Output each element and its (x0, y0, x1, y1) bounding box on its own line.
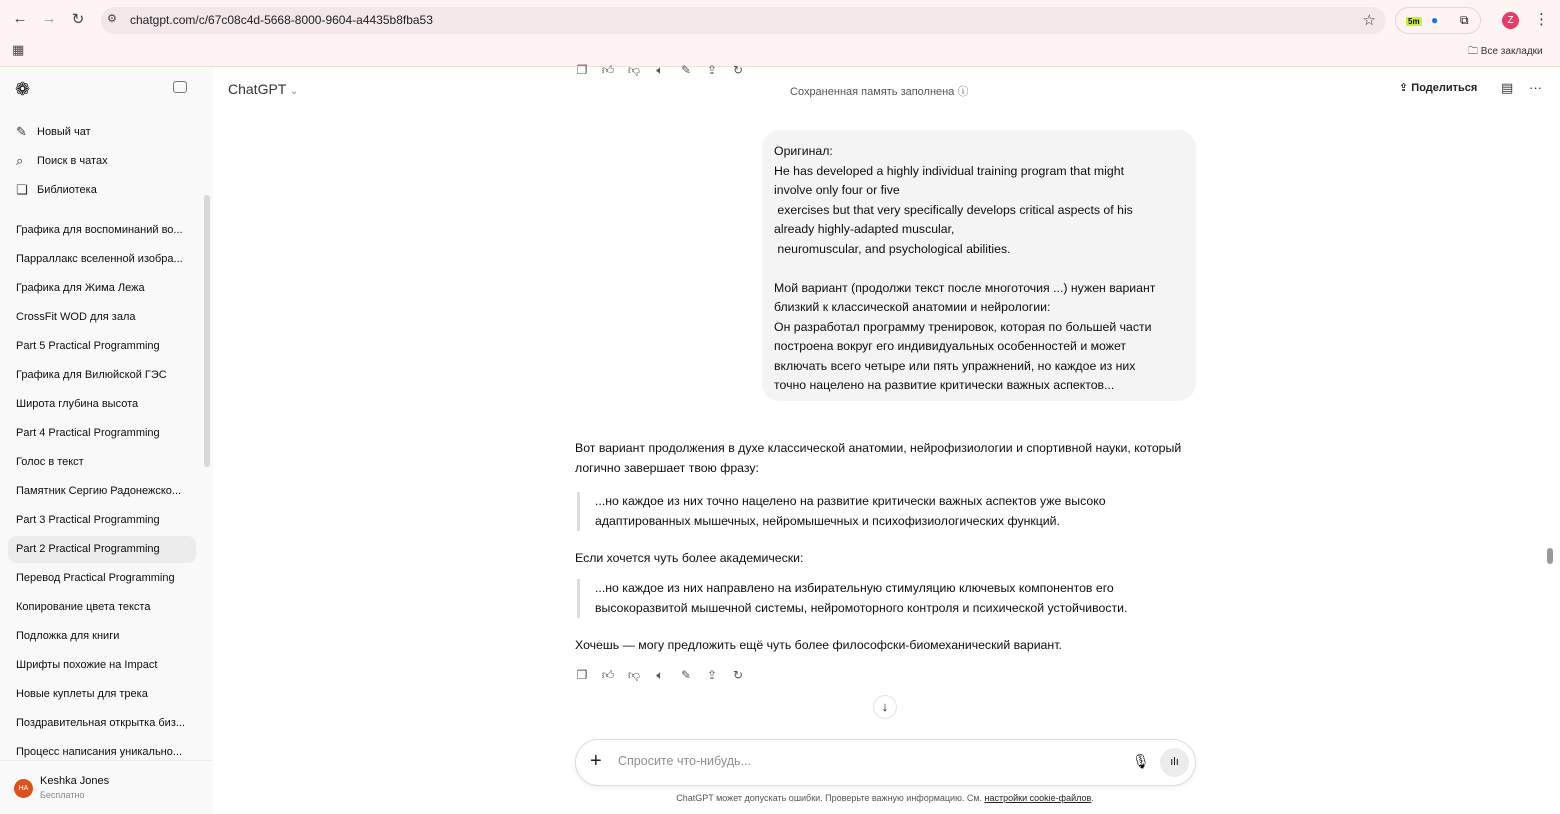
sidebar-chat-item[interactable]: Поздравительная открытка биз... (16, 717, 186, 729)
model-selector[interactable] (228, 81, 298, 97)
apps-grid-icon[interactable]: ▦ (12, 42, 25, 57)
nav-label: Поиск в чатах (37, 155, 108, 167)
sidebar-chat-item[interactable]: CrossFit WOD для зала (16, 311, 136, 323)
extension-infinity-icon[interactable]: ● (1431, 13, 1439, 27)
edit-icon[interactable]: ✎ (680, 668, 692, 682)
edit-icon[interactable]: ✎ (680, 63, 692, 77)
user-message: Оригинал: He has developed a highly individual training program that might involve only four or five exercises but that very specifically develops critical aspects of his already highly-adapted muscular, neuromuscular, and psychological abilities. Мой вариант (продолжи текст после многоточия ...) нужен вариант близкий к классической анатомии и нейрологии: Он разработал программу тренировок, которая по большей части построена вокруг его индивидуальных особенностей и может включать всего четыре или пять упражнений, но каждое из них точно нацелено на развитие критически важных аспектов... (762, 130, 1196, 401)
sidebar-chat-item[interactable]: Новые куплеты для трека (16, 688, 148, 700)
model-name: ChatGPT (228, 81, 287, 97)
browser-chrome (0, 0, 1560, 67)
user-plan: Бесплатно (40, 790, 85, 800)
read-aloud-icon[interactable]: 🔈︎ (656, 668, 664, 682)
sidebar-scrollbar[interactable] (204, 195, 210, 467)
info-icon: ⓘ (957, 86, 969, 98)
profile-avatar[interactable]: Z (1502, 12, 1519, 29)
more-options-icon[interactable]: ··· (1529, 80, 1542, 95)
sidebar-toggle-icon[interactable] (173, 81, 187, 93)
chevron-down-icon: ⌄ (290, 86, 299, 97)
share-icon[interactable]: ⇪ (706, 63, 718, 77)
disclaimer: ChatGPT может допускать ошибки. Проверьте важную информацию. См. настройки cookie-файлов. (676, 793, 1094, 803)
sidebar-chat-item[interactable]: Памятник Сергию Радонежско... (16, 485, 182, 497)
nav-label: Библиотека (37, 184, 97, 196)
share-label: Поделиться (1411, 82, 1478, 94)
site-settings-icon[interactable]: ⚙ (107, 13, 117, 25)
copy-icon[interactable]: ❐ (576, 668, 588, 682)
nav-label: Новый чат (37, 126, 91, 138)
bookmarks-label: Все закладки (1480, 46, 1543, 57)
memory-text: Сохраненная память заполнена (790, 86, 955, 98)
sidebar-chat-item[interactable]: Part 2 Practical Programming (8, 536, 196, 563)
search-icon: ⌕ (16, 153, 24, 168)
sidebar-chat-item[interactable]: Part 3 Practical Programming (16, 514, 160, 526)
cookie-settings-link[interactable]: настройки cookie-файлов (984, 793, 1092, 803)
memory-status[interactable] (790, 83, 968, 99)
extensions-puzzle-icon[interactable]: ⧉ (1460, 13, 1469, 27)
thumbs-up-icon[interactable]: 👍︎ (601, 63, 615, 77)
sidebar-search[interactable] (16, 153, 108, 169)
message-actions (575, 668, 745, 683)
arrow-down-icon: ↓ (881, 699, 889, 714)
prompt-input[interactable] (618, 754, 1098, 768)
sidebar (0, 67, 213, 814)
user-profile[interactable] (0, 760, 213, 814)
sidebar-new-chat[interactable] (16, 124, 91, 140)
notes-icon[interactable]: ▤ (1501, 80, 1514, 95)
sidebar-chat-item[interactable]: Шрифты похожие на Impact (16, 659, 158, 671)
voice-mode-button[interactable]: ılı (1160, 748, 1189, 777)
sidebar-chat-item[interactable]: Голос в текст (16, 456, 84, 468)
sidebar-chat-item[interactable]: Широта глубина высота (16, 398, 139, 410)
copy-icon[interactable]: ❐ (576, 63, 588, 77)
browser-menu-icon[interactable]: ⋮ (1534, 11, 1549, 28)
all-bookmarks[interactable] (1468, 44, 1543, 61)
sidebar-chat-item[interactable]: Подложка для книги (16, 630, 120, 642)
sidebar-chat-item[interactable]: Парраллакс вселенной изобра... (16, 253, 183, 265)
thumbs-down-icon[interactable]: 👎︎ (627, 63, 641, 77)
sidebar-chat-item[interactable]: Процесс написания уникально... (16, 746, 183, 758)
extension-badge[interactable]: 5m (1408, 17, 1420, 26)
composer (575, 739, 1196, 786)
sidebar-chat-item[interactable]: Графика для Жима Лежа (16, 282, 145, 294)
microphone-icon[interactable]: 🎙︎ (1132, 753, 1150, 769)
answer-quote-2: ...но каждое из них направлено на избирательную стимуляцию ключевых компонентов его высокоразвитой мышечной системы, нейромоторного контроля и психической устойчивости. (577, 579, 1177, 618)
plus-icon[interactable]: + (590, 750, 602, 772)
back-icon[interactable]: ← (12, 10, 28, 27)
user-name: Keshka Jones (40, 775, 110, 787)
edit-icon: ✎ (16, 124, 27, 139)
scroll-down-button[interactable] (873, 695, 897, 719)
thumbs-up-icon[interactable]: 👍︎ (601, 668, 615, 682)
answer-quote-1: ...но каждое из них точно нацелено на развитие критически важных аспектов уже высоко адаптированных мышечных, нейромышечных и психофизиологических функций. (577, 492, 1177, 531)
regenerate-icon[interactable]: ↻ (732, 668, 744, 682)
url-text[interactable]: chatgpt.com/c/67c08c4d-5668-8000-9604-a4435b8fba53 (130, 13, 433, 27)
answer-academic: Если хочется чуть более академически: (575, 551, 804, 565)
sidebar-chat-item[interactable]: Part 4 Practical Programming (16, 427, 160, 439)
bookmark-star-icon[interactable]: ☆ (1362, 12, 1376, 29)
forward-icon[interactable]: → (41, 10, 57, 27)
library-icon: ❏ (16, 182, 28, 197)
sidebar-chat-item[interactable]: Графика для Вилюйской ГЭС (16, 369, 167, 381)
disclaimer-text: ChatGPT может допускать ошибки. Проверьте важную информацию. См. (676, 793, 983, 803)
avatar: HA (14, 779, 33, 798)
share-button[interactable] (1399, 81, 1477, 94)
reload-icon[interactable]: ↻ (71, 11, 85, 28)
sidebar-library[interactable] (16, 182, 97, 198)
sidebar-chat-item[interactable]: Графика для воспоминаний во... (16, 224, 183, 236)
share-icon[interactable]: ⇪ (706, 668, 718, 682)
sidebar-chat-item[interactable]: Перевод Practical Programming (16, 572, 175, 584)
regenerate-icon[interactable]: ↻ (732, 63, 744, 77)
answer-intro: Вот вариант продолжения в духе классической анатомии, нейрофизиологии и спортивной науки, который логично завершает твою фразу: (575, 441, 1182, 475)
answer-offer: Хочешь — могу предложить ещё чуть более философски-биомеханический вариант. (575, 638, 1062, 652)
extensions-group (1395, 7, 1481, 34)
folder-icon: 🗀 (1468, 46, 1481, 57)
read-aloud-icon[interactable]: 🔈︎ (656, 63, 664, 77)
share-icon: ⇪ (1399, 82, 1412, 94)
sidebar-chat-item[interactable]: Копирование цвета текста (16, 601, 151, 613)
chatgpt-logo-icon[interactable]: ❁ (15, 79, 31, 99)
sidebar-chat-item[interactable]: Part 5 Practical Programming (16, 340, 160, 352)
message-actions-top (575, 63, 745, 78)
main-scrollbar[interactable] (1547, 548, 1553, 564)
address-bar[interactable] (101, 7, 1386, 34)
thumbs-down-icon[interactable]: 👎︎ (627, 668, 641, 682)
